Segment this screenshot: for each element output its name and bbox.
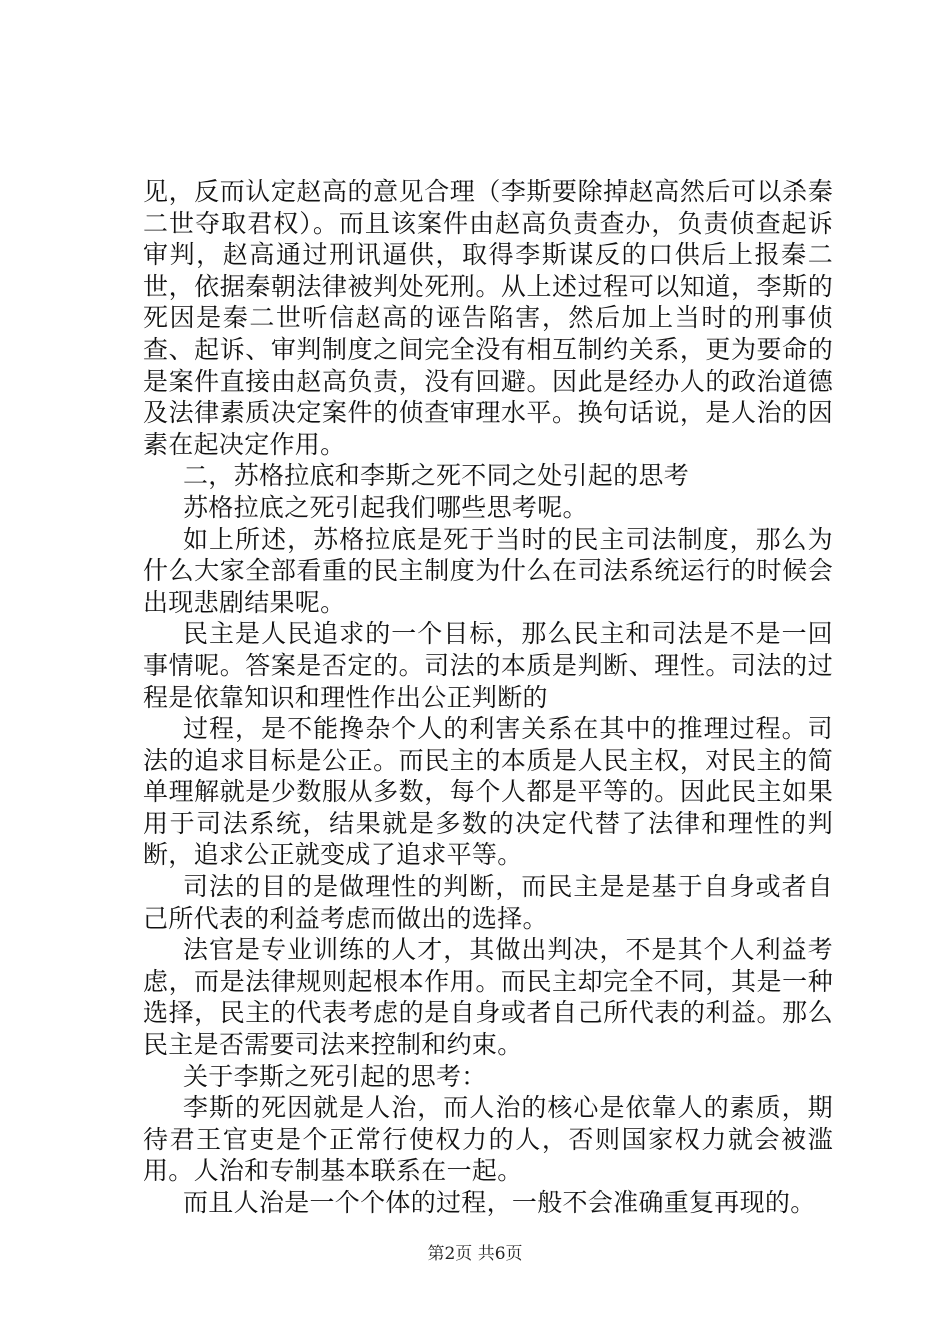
paragraph-6: 过程，是不能搀杂个人的利害关系在其中的推理过程。司法的追求目标是公正。而民主的本质是人民主权，对民主的简单理解就是少数服从多数，每个人都是平等的。因此民主如果用于司法系统，结果就是多数的决定代替了法律和理性的判断，追求公正就变成了追求平等。	[143, 714, 833, 870]
paragraph-8: 法官是专业训练的人才，其做出判决，不是其个人利益考虑，而是法律规则起根本作用。而民主却完全不同，其是一种选择，民主的代表考虑的是自身或者自己所代表的利益。那么民主是否需要司法来控制和约束。	[143, 935, 833, 1060]
paragraph-5: 民主是人民追求的一个目标，那么民主和司法是不是一回事情呢。答案是否定的。司法的本质是判断、理性。司法的过程是依靠知识和理性作出公正判断的	[143, 619, 833, 712]
paragraph-4: 如上所述，苏格拉底是死于当时的民主司法制度，那么为什么大家全部看重的民主制度为什么在司法系统运行的时候会出现悲剧结果呢。	[143, 524, 833, 617]
paragraph-3: 苏格拉底之死引起我们哪些思考呢。	[183, 492, 588, 522]
paragraph-7: 司法的目的是做理性的判断，而民主是是基于自身或者自己所代表的利益考虑而做出的选择。	[143, 872, 833, 933]
paragraph-1: 见，反而认定赵高的意见合理（李斯要除掉赵高然后可以杀秦二世夺取君权）。而且该案件由赵高负责查办，负责侦查起诉审判，赵高通过刑讯逼供，取得李斯谋反的口供后上报秦二世，依据秦朝法律被判处死刑。从上述过程可以知道，李斯的死因是秦二世听信赵高的诬告陷害，然后加上当时的刑事侦查、起诉、审判制度之间完全没有相互制约关系，更为要命的是案件直接由赵高负责，没有回避。因此是经办人的政治道德及法律素质决定案件的侦查审理水平。换句话说，是人治的因素在起决定作用。	[143, 177, 833, 459]
section-heading: 二，苏格拉底和李斯之死不同之处引起的思考	[183, 461, 690, 491]
subsection-heading: 关于李斯之死引起的思考：	[183, 1061, 487, 1091]
page-number-footer: 第2页 共6页	[427, 1244, 523, 1264]
document-body	[143, 176, 833, 1219]
paragraph-11: 而且人治是一个个体的过程，一般不会准确重复再现的。	[183, 1188, 816, 1217]
paragraph-10: 李斯的死因就是人治，而人治的核心是依靠人的素质，期待君王官吏是个正常行使权力的人，否则国家权力就会被滥用。人治和专制基本联系在一起。	[143, 1093, 833, 1186]
